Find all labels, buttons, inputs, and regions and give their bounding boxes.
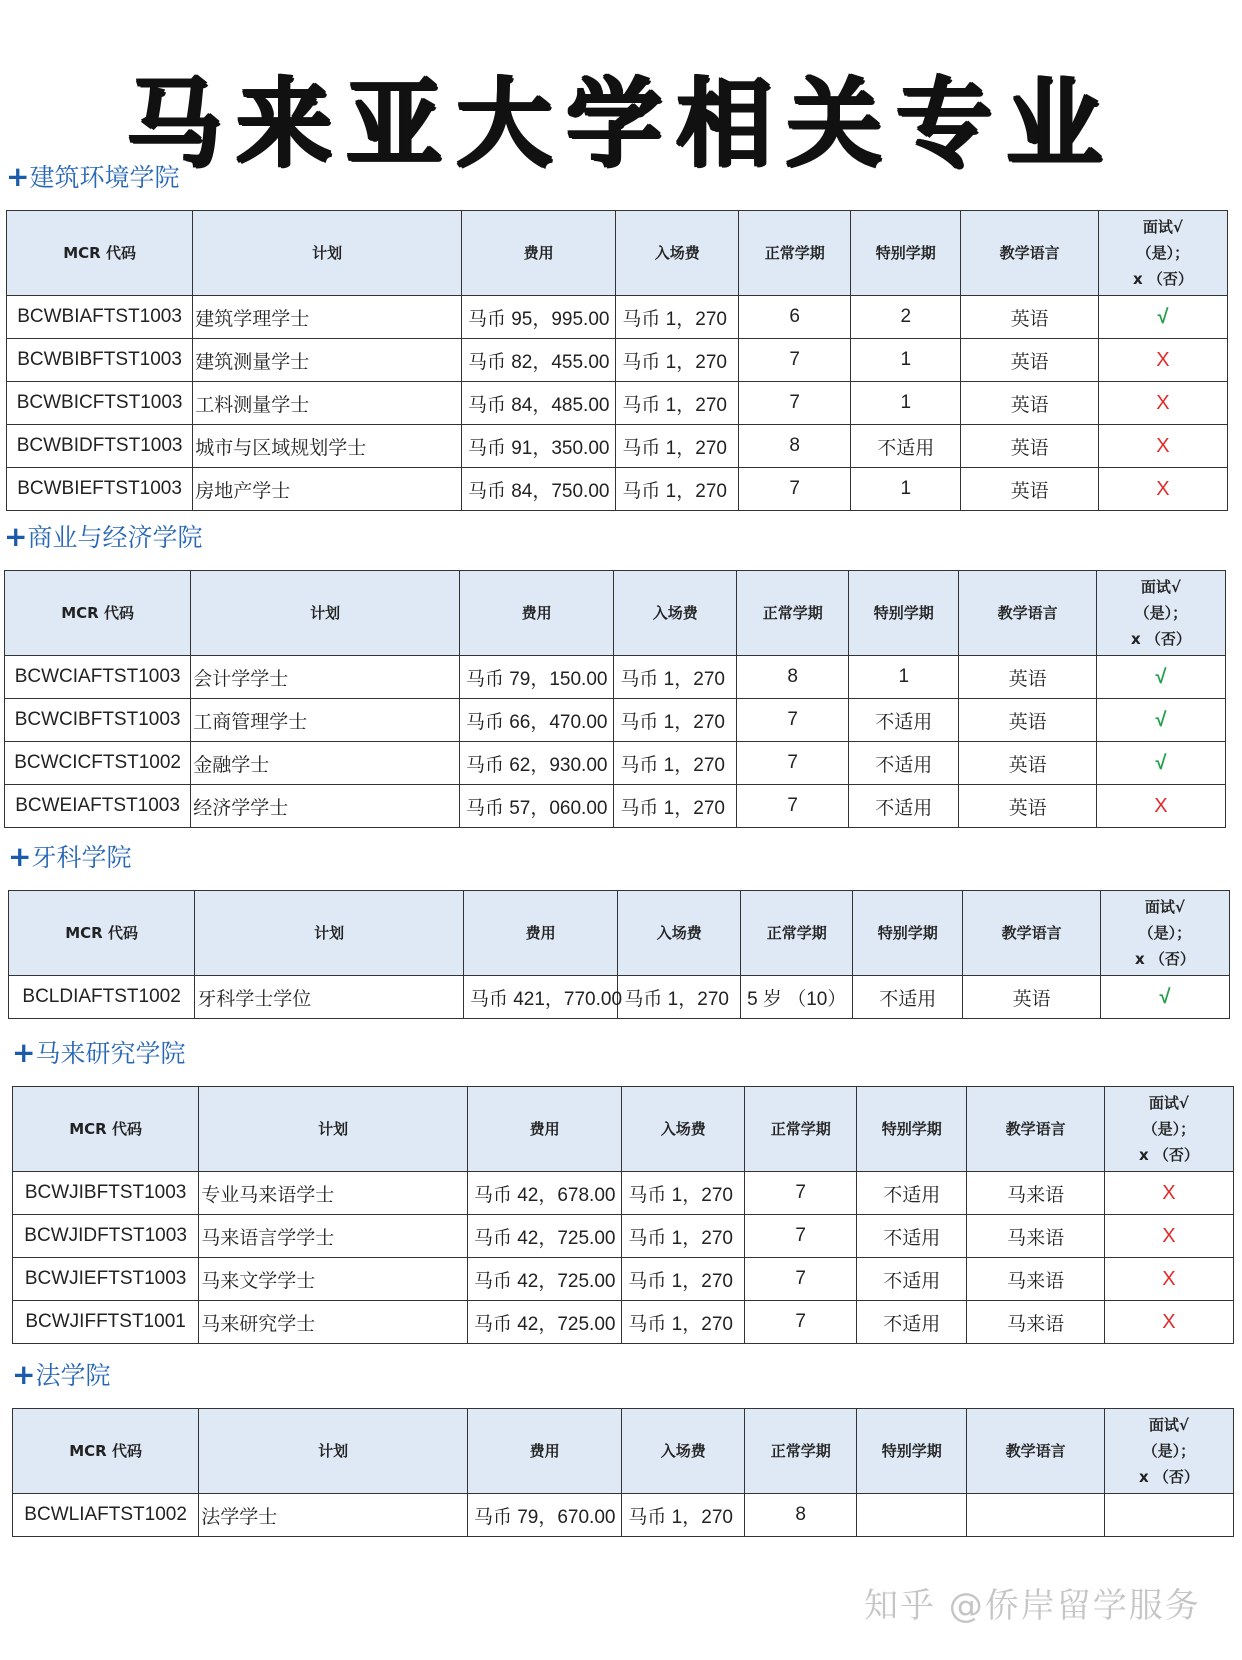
column-header-regular: 正常学期	[739, 211, 851, 296]
column-header-entrance: 入场费	[622, 1409, 745, 1494]
interview-header-line: （是）；	[1142, 1120, 1196, 1138]
section	[12, 1034, 1238, 1344]
cell-regular: 7	[737, 785, 849, 828]
cell-entrance: 马币 1，270	[616, 339, 739, 382]
cell-lang	[967, 1494, 1105, 1537]
cell-plan: 房地产学士	[193, 468, 462, 511]
cell-fee: 马币 79，150.00	[459, 656, 613, 699]
table-row	[7, 425, 1228, 468]
cell-fee: 马币 42，725.00	[467, 1258, 621, 1301]
section	[8, 838, 1234, 1019]
cell-regular: 7	[737, 699, 849, 742]
column-header-special: 特别学期	[857, 1409, 967, 1494]
cell-interview: X	[1096, 785, 1225, 828]
cell-code: BCWLIAFTST1002	[13, 1494, 199, 1537]
column-header-special: 特别学期	[851, 211, 961, 296]
cell-lang: 马来语	[967, 1172, 1105, 1215]
column-header-fee: 费用	[467, 1087, 621, 1172]
column-header-fee: 费用	[467, 1409, 621, 1494]
cell-lang: 英语	[959, 656, 1097, 699]
column-header-lang: 教学语言	[961, 211, 1099, 296]
cell-special: 不适用	[857, 1172, 967, 1215]
cell-special: 不适用	[849, 699, 959, 742]
watermark: 知乎 @侨岸留学服务	[864, 1586, 1201, 1626]
plus-icon: +	[12, 1358, 36, 1391]
cell-regular: 7	[737, 742, 849, 785]
cell-lang: 英语	[959, 699, 1097, 742]
column-header-regular: 正常学期	[745, 1087, 857, 1172]
cell-special: 不适用	[849, 742, 959, 785]
cell-interview	[1104, 1494, 1233, 1537]
table-row	[13, 1215, 1234, 1258]
cell-fee: 马币 79，670.00	[467, 1494, 621, 1537]
cell-entrance: 马币 1，270	[622, 1301, 745, 1344]
column-header-regular: 正常学期	[741, 891, 853, 976]
cell-lang: 马来语	[967, 1258, 1105, 1301]
column-header-special: 特别学期	[857, 1087, 967, 1172]
cell-interview: X	[1098, 468, 1227, 511]
cell-interview: X	[1104, 1172, 1233, 1215]
cell-plan: 城市与区域规划学士	[193, 425, 462, 468]
cell-fee: 马币 95，995.00	[461, 296, 615, 339]
column-header-lang: 教学语言	[967, 1409, 1105, 1494]
table-row	[5, 785, 1226, 828]
column-header-plan: 计划	[191, 571, 460, 656]
cell-plan: 工料测量学士	[193, 382, 462, 425]
cell-code: BCWBICFTST1003	[7, 382, 193, 425]
cell-fee: 马币 66，470.00	[459, 699, 613, 742]
page-title: 马来亚大学相关专业	[126, 68, 1116, 180]
cell-code: BCWJIDFTST1003	[13, 1215, 199, 1258]
cell-interview: X	[1104, 1258, 1233, 1301]
cell-plan: 会计学学士	[191, 656, 460, 699]
cell-special: 不适用	[849, 785, 959, 828]
cell-code: BCWJIFFTST1001	[13, 1301, 199, 1344]
cell-regular: 7	[745, 1258, 857, 1301]
cell-special: 1	[851, 339, 961, 382]
cell-plan: 马来语言学学士	[199, 1215, 468, 1258]
section-heading-text: 马来研究学院	[35, 1039, 186, 1068]
cell-interview: X	[1098, 339, 1227, 382]
interview-header-line: 面试√	[1148, 1416, 1189, 1434]
section-heading-text: 法学院	[35, 1361, 111, 1390]
table-row	[7, 468, 1228, 511]
cell-interview: √	[1100, 976, 1229, 1019]
cell-plan: 工商管理学士	[191, 699, 460, 742]
cell-lang: 马来语	[967, 1215, 1105, 1258]
cell-regular: 8	[739, 425, 851, 468]
interview-header-line: x （否）	[1132, 270, 1193, 288]
cell-code: BCWCIBFTST1003	[5, 699, 191, 742]
cell-special: 1	[849, 656, 959, 699]
cell-interview: √	[1096, 742, 1225, 785]
cell-fee: 马币 91，350.00	[461, 425, 615, 468]
interview-header-line: x （否）	[1138, 1468, 1199, 1486]
cell-interview: √	[1098, 296, 1227, 339]
table-row	[13, 1301, 1234, 1344]
cell-regular: 8	[737, 656, 849, 699]
cell-entrance: 马币 1，270	[614, 742, 737, 785]
section-heading	[12, 1356, 1238, 1394]
cell-regular: 6	[739, 296, 851, 339]
cell-interview: √	[1096, 656, 1225, 699]
cell-code: BCWCICFTST1002	[5, 742, 191, 785]
cell-interview: X	[1098, 425, 1227, 468]
plus-icon: +	[4, 520, 28, 553]
column-header-fee: 费用	[461, 211, 615, 296]
cell-code: BCWBIAFTST1003	[7, 296, 193, 339]
cell-entrance: 马币 1，270	[622, 1258, 745, 1301]
interview-header-line: （是）；	[1142, 1442, 1196, 1460]
cell-code: BCWBIEFTST1003	[7, 468, 193, 511]
column-header-regular: 正常学期	[737, 571, 849, 656]
column-header-plan: 计划	[193, 211, 462, 296]
cell-plan: 牙科学士学位	[195, 976, 464, 1019]
cell-plan: 经济学学士	[191, 785, 460, 828]
column-header-code: MCR 代码	[13, 1087, 199, 1172]
interview-header-line: 面试√	[1144, 898, 1185, 916]
cell-interview: X	[1104, 1215, 1233, 1258]
section	[12, 1356, 1238, 1537]
section	[4, 518, 1230, 828]
cell-fee: 马币 82，455.00	[461, 339, 615, 382]
section	[6, 158, 1232, 511]
cell-fee: 马币 421，770.00	[463, 976, 617, 1019]
column-header-plan: 计划	[199, 1409, 468, 1494]
interview-header-line: （是）；	[1138, 924, 1192, 942]
cell-entrance: 马币 1，270	[616, 468, 739, 511]
table-row	[13, 1172, 1234, 1215]
interview-header-line: x （否）	[1134, 950, 1195, 968]
cell-code: BCWBIDFTST1003	[7, 425, 193, 468]
cell-lang: 英语	[959, 742, 1097, 785]
table-row	[13, 1494, 1234, 1537]
interview-header-line: x （否）	[1138, 1146, 1199, 1164]
cell-entrance: 马币 1，270	[616, 425, 739, 468]
cell-fee: 马币 42，725.00	[467, 1301, 621, 1344]
cell-plan: 建筑测量学士	[193, 339, 462, 382]
section-heading	[6, 158, 1232, 196]
cell-special	[857, 1494, 967, 1537]
table-row	[7, 382, 1228, 425]
interview-header-line: x （否）	[1130, 630, 1191, 648]
interview-header-line: （是）；	[1134, 604, 1188, 622]
program-table	[6, 210, 1228, 511]
table-row	[5, 656, 1226, 699]
column-header-entrance: 入场费	[616, 211, 739, 296]
cell-regular: 5 岁 （10）	[741, 976, 853, 1019]
table-row	[13, 1258, 1234, 1301]
cell-code: BCWBIBFTST1003	[7, 339, 193, 382]
table-row	[9, 976, 1230, 1019]
cell-special: 不适用	[857, 1215, 967, 1258]
column-header-interview	[1096, 571, 1225, 656]
column-header-interview	[1098, 211, 1227, 296]
cell-special: 1	[851, 382, 961, 425]
column-header-code: MCR 代码	[7, 211, 193, 296]
cell-regular: 7	[745, 1301, 857, 1344]
cell-regular: 7	[739, 468, 851, 511]
column-header-interview	[1104, 1409, 1233, 1494]
cell-special: 1	[851, 468, 961, 511]
column-header-lang: 教学语言	[967, 1087, 1105, 1172]
cell-plan: 马来文学学士	[199, 1258, 468, 1301]
interview-header-line: 面试√	[1148, 1094, 1189, 1112]
cell-entrance: 马币 1，270	[616, 296, 739, 339]
program-table	[12, 1086, 1234, 1344]
section-heading-text: 牙科学院	[31, 843, 132, 872]
cell-plan: 法学学士	[199, 1494, 468, 1537]
cell-entrance: 马币 1，270	[614, 699, 737, 742]
cell-plan: 马来研究学士	[199, 1301, 468, 1344]
cell-lang: 英语	[961, 425, 1099, 468]
cell-lang: 英语	[963, 976, 1101, 1019]
cell-special: 不适用	[853, 976, 963, 1019]
cell-regular: 7	[745, 1215, 857, 1258]
table-row	[7, 339, 1228, 382]
cell-code: BCWEIAFTST1003	[5, 785, 191, 828]
cell-entrance: 马币 1，270	[618, 976, 741, 1019]
column-header-entrance: 入场费	[618, 891, 741, 976]
column-header-code: MCR 代码	[5, 571, 191, 656]
header-row	[9, 891, 1230, 976]
section-heading	[12, 1034, 1238, 1072]
cell-interview: X	[1104, 1301, 1233, 1344]
cell-regular: 7	[739, 339, 851, 382]
plus-icon: +	[8, 840, 32, 873]
column-header-special: 特别学期	[853, 891, 963, 976]
cell-entrance: 马币 1，270	[614, 785, 737, 828]
table-row	[7, 296, 1228, 339]
column-header-entrance: 入场费	[614, 571, 737, 656]
cell-regular: 7	[739, 382, 851, 425]
cell-special: 2	[851, 296, 961, 339]
cell-entrance: 马币 1，270	[622, 1172, 745, 1215]
header-row	[13, 1409, 1234, 1494]
cell-special: 不适用	[857, 1301, 967, 1344]
plus-icon: +	[12, 1036, 36, 1069]
header-row	[13, 1087, 1234, 1172]
cell-entrance: 马币 1，270	[622, 1494, 745, 1537]
interview-header-line: 面试√	[1140, 578, 1181, 596]
cell-plan: 金融学士	[191, 742, 460, 785]
cell-code: BCWJIBFTST1003	[13, 1172, 199, 1215]
cell-lang: 英语	[961, 296, 1099, 339]
column-header-fee: 费用	[459, 571, 613, 656]
program-table	[12, 1408, 1234, 1537]
cell-fee: 马币 42，725.00	[467, 1215, 621, 1258]
interview-header-line: （是）；	[1136, 244, 1190, 262]
column-header-interview	[1100, 891, 1229, 976]
cell-fee: 马币 84，750.00	[461, 468, 615, 511]
column-header-interview	[1104, 1087, 1233, 1172]
cell-regular: 7	[745, 1172, 857, 1215]
column-header-lang: 教学语言	[963, 891, 1101, 976]
plus-icon: +	[6, 160, 30, 193]
section-heading	[4, 518, 1230, 556]
column-header-lang: 教学语言	[959, 571, 1097, 656]
cell-special: 不适用	[851, 425, 961, 468]
cell-plan: 专业马来语学士	[199, 1172, 468, 1215]
column-header-special: 特别学期	[849, 571, 959, 656]
column-header-code: MCR 代码	[9, 891, 195, 976]
cell-lang: 英语	[961, 382, 1099, 425]
cell-fee: 马币 84，485.00	[461, 382, 615, 425]
header-row	[7, 211, 1228, 296]
cell-lang: 马来语	[967, 1301, 1105, 1344]
cell-lang: 英语	[961, 339, 1099, 382]
cell-entrance: 马币 1，270	[616, 382, 739, 425]
section-heading	[8, 838, 1234, 876]
column-header-plan: 计划	[195, 891, 464, 976]
program-table	[4, 570, 1226, 828]
cell-regular: 8	[745, 1494, 857, 1537]
table-row	[5, 699, 1226, 742]
program-table	[8, 890, 1230, 1019]
cell-fee: 马币 57，060.00	[459, 785, 613, 828]
cell-fee: 马币 42，678.00	[467, 1172, 621, 1215]
column-header-entrance: 入场费	[622, 1087, 745, 1172]
column-header-regular: 正常学期	[745, 1409, 857, 1494]
column-header-code: MCR 代码	[13, 1409, 199, 1494]
section-heading-text: 建筑环境学院	[29, 163, 180, 192]
cell-entrance: 马币 1，270	[614, 656, 737, 699]
section-heading-text: 商业与经济学院	[27, 523, 203, 552]
cell-code: BCWCIAFTST1003	[5, 656, 191, 699]
cell-interview: X	[1098, 382, 1227, 425]
header-row	[5, 571, 1226, 656]
column-header-fee: 费用	[463, 891, 617, 976]
cell-code: BCLDIAFTST1002	[9, 976, 195, 1019]
cell-fee: 马币 62，930.00	[459, 742, 613, 785]
cell-plan: 建筑学理学士	[193, 296, 462, 339]
interview-header-line: 面试√	[1142, 218, 1183, 236]
cell-special: 不适用	[857, 1258, 967, 1301]
cell-lang: 英语	[959, 785, 1097, 828]
column-header-plan: 计划	[199, 1087, 468, 1172]
table-row	[5, 742, 1226, 785]
cell-interview: √	[1096, 699, 1225, 742]
cell-entrance: 马币 1，270	[622, 1215, 745, 1258]
cell-code: BCWJIEFTST1003	[13, 1258, 199, 1301]
cell-lang: 英语	[961, 468, 1099, 511]
